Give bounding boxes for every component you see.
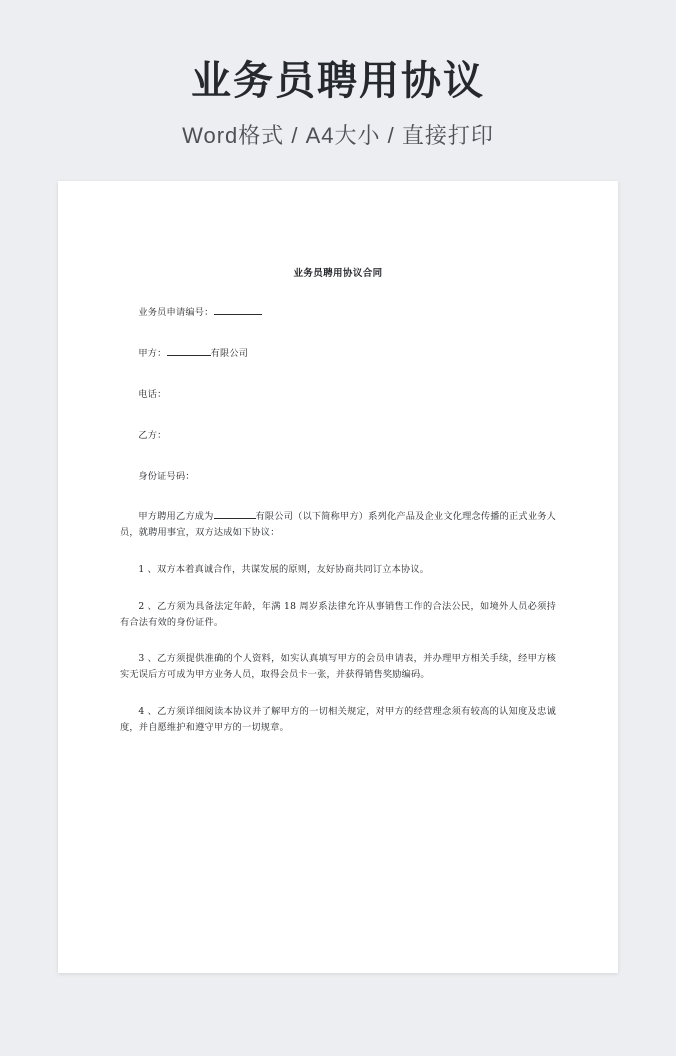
blank-line	[167, 355, 211, 356]
field-suffix: 有限公司	[210, 348, 249, 360]
intro-before: 甲方聘用乙方成为	[138, 511, 214, 523]
document-body	[120, 305, 556, 736]
banner-subtitle: Word格式 / A4大小 / 直接打印	[182, 123, 494, 149]
field-label: 电话：	[138, 388, 167, 400]
banner-title: 业务员聘用协议	[191, 59, 485, 103]
field-label: 业务员申请编号：	[138, 307, 214, 319]
clause-2: 2 、乙方须为具备法定年龄，年满 18 周岁系法律允许从事销售工作的合法公民，如境外人员必须持有合法有效的身份证件。	[120, 600, 556, 628]
promo-banner	[0, 0, 676, 150]
document-title: 业务员聘用协议合同	[293, 268, 383, 280]
field-party-a	[120, 346, 556, 362]
field-label: 身份证号码：	[138, 470, 195, 482]
field-id-number	[120, 469, 556, 485]
field-label: 甲方：	[138, 348, 167, 360]
intro-after: 有限公司（以下简称甲方）系列化产品及企业文化理念传播的正式业务人员，就聘用事宜，双方达成如下协议：	[120, 511, 556, 539]
clause-1: 1 、双方本着真诚合作，共谋发展的原则，友好协商共同订立本协议。	[138, 563, 430, 575]
blank-line	[214, 518, 256, 519]
field-phone	[120, 387, 556, 403]
clause-3: 3 、乙方须提供准确的个人资料，如实认真填写甲方的会员申请表，并办理甲方相关手续，经甲方核实无误后方可成为甲方业务人员，取得会员卡一张，并获得销售奖励编码。	[120, 653, 556, 681]
field-party-b	[120, 428, 556, 444]
blank-line	[214, 314, 262, 315]
field-application-number	[120, 305, 556, 321]
clause-4: 4 、乙方须详细阅读本协议并了解甲方的一切相关规定，对甲方的经营理念须有较高的认知度及忠诚度，并自愿维护和遵守甲方的一切规章。	[120, 706, 556, 733]
document-sheet	[58, 181, 618, 973]
intro-paragraph	[120, 509, 556, 541]
field-label: 乙方：	[138, 429, 167, 441]
